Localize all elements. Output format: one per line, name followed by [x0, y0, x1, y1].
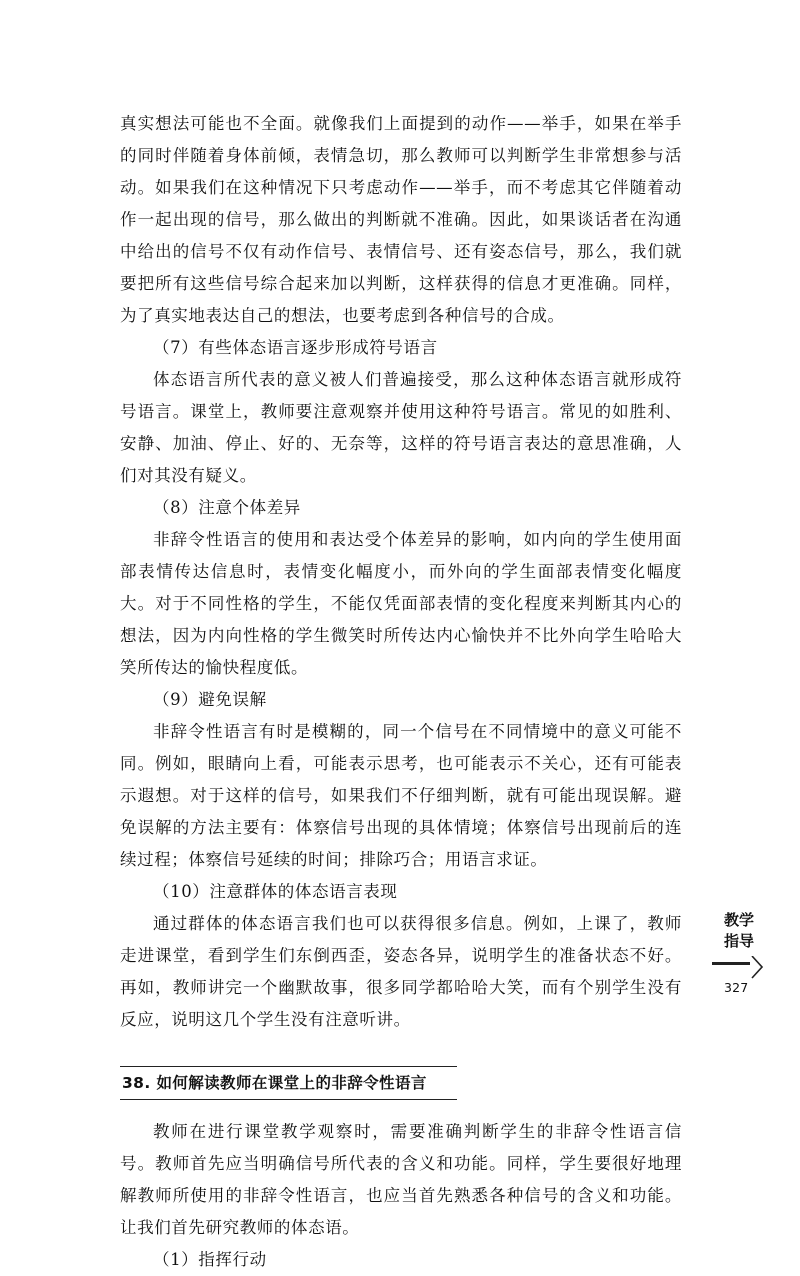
heading-item-7: （7）有些体态语言逐步形成符号语言 [153, 338, 438, 357]
paragraph-continuation: 真实想法可能也不全面。就像我们上面提到的动作——举手，如果在举手的同时伴随着身体前倾，表情急切，那么教师可以判断学生非常想参与活动。如果我们在这种情况下只考虑动作——举手，而不考虑其它伴随着动作一起出现的信号，那么做出的判断就不准确。因此，如果谈话者在沟通中给出的信号不仅有动作信号、表情信号、还有姿态信号，那么，我们就要把所有这些信号综合起来加以判断，这样获得的信息才更准确。同样，为了真实地表达自己的想法，也要考虑到各种信号的合成。 [120, 114, 682, 325]
heading-item-10: （10）注意群体的体态语言表现 [153, 882, 398, 901]
paragraph-item-7: 体态语言所代表的意义被人们普遍接受，那么这种体态语言就形成符号语言。课堂上，教师要注意观察并使用这种符号语言。常见的如胜利、安静、加油、停止、好的、无奈等，这样的符号语言表达的意思准确，人们对其没有疑义。 [120, 370, 682, 485]
paragraph-item-9: 非辞令性语言有时是模糊的，同一个信号在不同情境中的意义可能不同。例如，眼睛向上看，可能表示思考，也可能表示不关心，还有可能表示遐想。对于这样的信号，如果我们不仔细判断，就有可能出现误解。避免误解的方法主要有：体察信号出现的具体情境；体察信号出现前后的连续过程；体察信号延续的时间；排除巧合；用语言求证。 [120, 722, 682, 869]
side-margin-tab [712, 910, 768, 995]
page-body [120, 108, 682, 1276]
page-arrow [712, 956, 768, 995]
section-spacer [120, 1100, 682, 1116]
section-title: 38. 如何解读教师在课堂上的非辞令性语言 [120, 1066, 457, 1100]
heading-item-9: （9）避免误解 [153, 690, 267, 709]
side-tag-label: 教学指导 [723, 911, 754, 950]
section-heading-item-1: （1）指挥行动 [153, 1250, 267, 1269]
section-intro-paragraph: 教师在进行课堂教学观察时，需要准确判断学生的非辞令性语言信号。教师首先应当明确信号所代表的含义和功能。同样，学生要很好地理解教师所使用的非辞令性语言，也应当首先熟悉各种信号的含义和功能。让我们首先研究教师的体态语。 [120, 1122, 682, 1237]
page-number: 327 [724, 980, 749, 995]
heading-item-8: （8）注意个体差异 [153, 498, 301, 517]
paragraph-item-8: 非辞令性语言的使用和表达受个体差异的影响，如内向的学生使用面部表情传达信息时，表情变化幅度小，而外向的学生面部表情变化幅度大。对于不同性格的学生，不能仅凭面部表情的变化程度来判断其内心的想法，因为内向性格的学生微笑时所传达内心愉快并不比外向学生哈哈大笑所传达的愉快程度低。 [120, 530, 682, 677]
paragraph-item-10: 通过群体的体态语言我们也可以获得很多信息。例如，上课了，教师走进课堂，看到学生们东倒西歪，姿态各异，说明学生的准备状态不好。再如，教师讲完一个幽默故事，很多同学都哈哈大笑，而有个别学生没有反应，说明这几个学生没有注意听讲。 [120, 914, 682, 1029]
